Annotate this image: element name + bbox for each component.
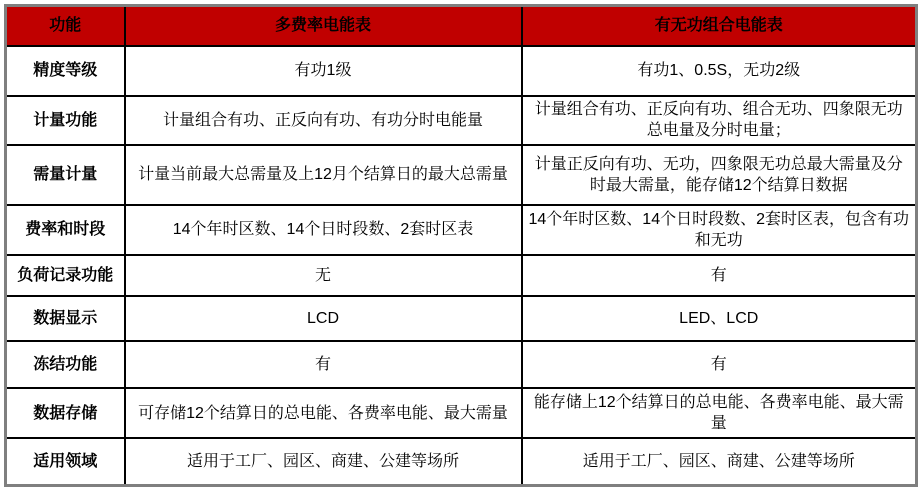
combined-meter-value-cell: 适用于工厂、园区、商建、公建等场所: [522, 438, 917, 485]
row-label-cell: 数据存储: [6, 388, 125, 438]
combined-meter-value-cell: LED、LCD: [522, 296, 917, 341]
row-label-cell: 精度等级: [6, 46, 125, 96]
table-row: [6, 205, 917, 255]
multi-rate-meter-value-cell: 可存储12个结算日的总电能、各费率电能、最大需量: [125, 388, 522, 438]
table-row: [6, 438, 917, 485]
table-body: [6, 46, 917, 486]
multi-rate-meter-value-cell: 14个年时区数、14个日时段数、2套时区表: [125, 205, 522, 255]
row-label-cell: 需量计量: [6, 145, 125, 205]
multi-rate-meter-value-cell: 有功1级: [125, 46, 522, 96]
multi-rate-meter-value-cell: 无: [125, 255, 522, 296]
table-row: [6, 296, 917, 341]
multi-rate-meter-value-cell: 计量组合有功、正反向有功、有功分时电能量: [125, 96, 522, 145]
comparison-table: [4, 4, 918, 487]
row-label-cell: 适用领域: [6, 438, 125, 485]
table-row: [6, 46, 917, 96]
header-cell-combined-meter: 有无功组合电能表: [522, 6, 917, 46]
combined-meter-value-cell: 有功1、0.5S，无功2级: [522, 46, 917, 96]
combined-meter-value-cell: 14个年时区数、14个日时段数、2套时区表，包含有功和无功: [522, 205, 917, 255]
table-row: [6, 341, 917, 388]
table-row: [6, 145, 917, 205]
table-row: [6, 388, 917, 438]
row-label-cell: 冻结功能: [6, 341, 125, 388]
row-label-cell: 负荷记录功能: [6, 255, 125, 296]
header-cell-multi-rate-meter: 多费率电能表: [125, 6, 522, 46]
combined-meter-value-cell: 能存储上12个结算日的总电能、各费率电能、最大需量: [522, 388, 917, 438]
combined-meter-value-cell: 计量正反向有功、无功，四象限无功总最大需量及分时最大需量，能存储12个结算日数据: [522, 145, 917, 205]
combined-meter-value-cell: 有: [522, 255, 917, 296]
row-label-cell: 费率和时段: [6, 205, 125, 255]
combined-meter-value-cell: 有: [522, 341, 917, 388]
combined-meter-value-cell: 计量组合有功、正反向有功、组合无功、四象限无功总电量及分时电量；: [522, 96, 917, 145]
multi-rate-meter-value-cell: 适用于工厂、园区、商建、公建等场所: [125, 438, 522, 485]
table-row: [6, 96, 917, 145]
table-header: [6, 6, 917, 46]
header-cell-function: 功能: [6, 6, 125, 46]
header-row: [6, 6, 917, 46]
row-label-cell: 数据显示: [6, 296, 125, 341]
multi-rate-meter-value-cell: 计量当前最大总需量及上12月个结算日的最大总需量: [125, 145, 522, 205]
multi-rate-meter-value-cell: 有: [125, 341, 522, 388]
row-label-cell: 计量功能: [6, 96, 125, 145]
table-row: [6, 255, 917, 296]
multi-rate-meter-value-cell: LCD: [125, 296, 522, 341]
